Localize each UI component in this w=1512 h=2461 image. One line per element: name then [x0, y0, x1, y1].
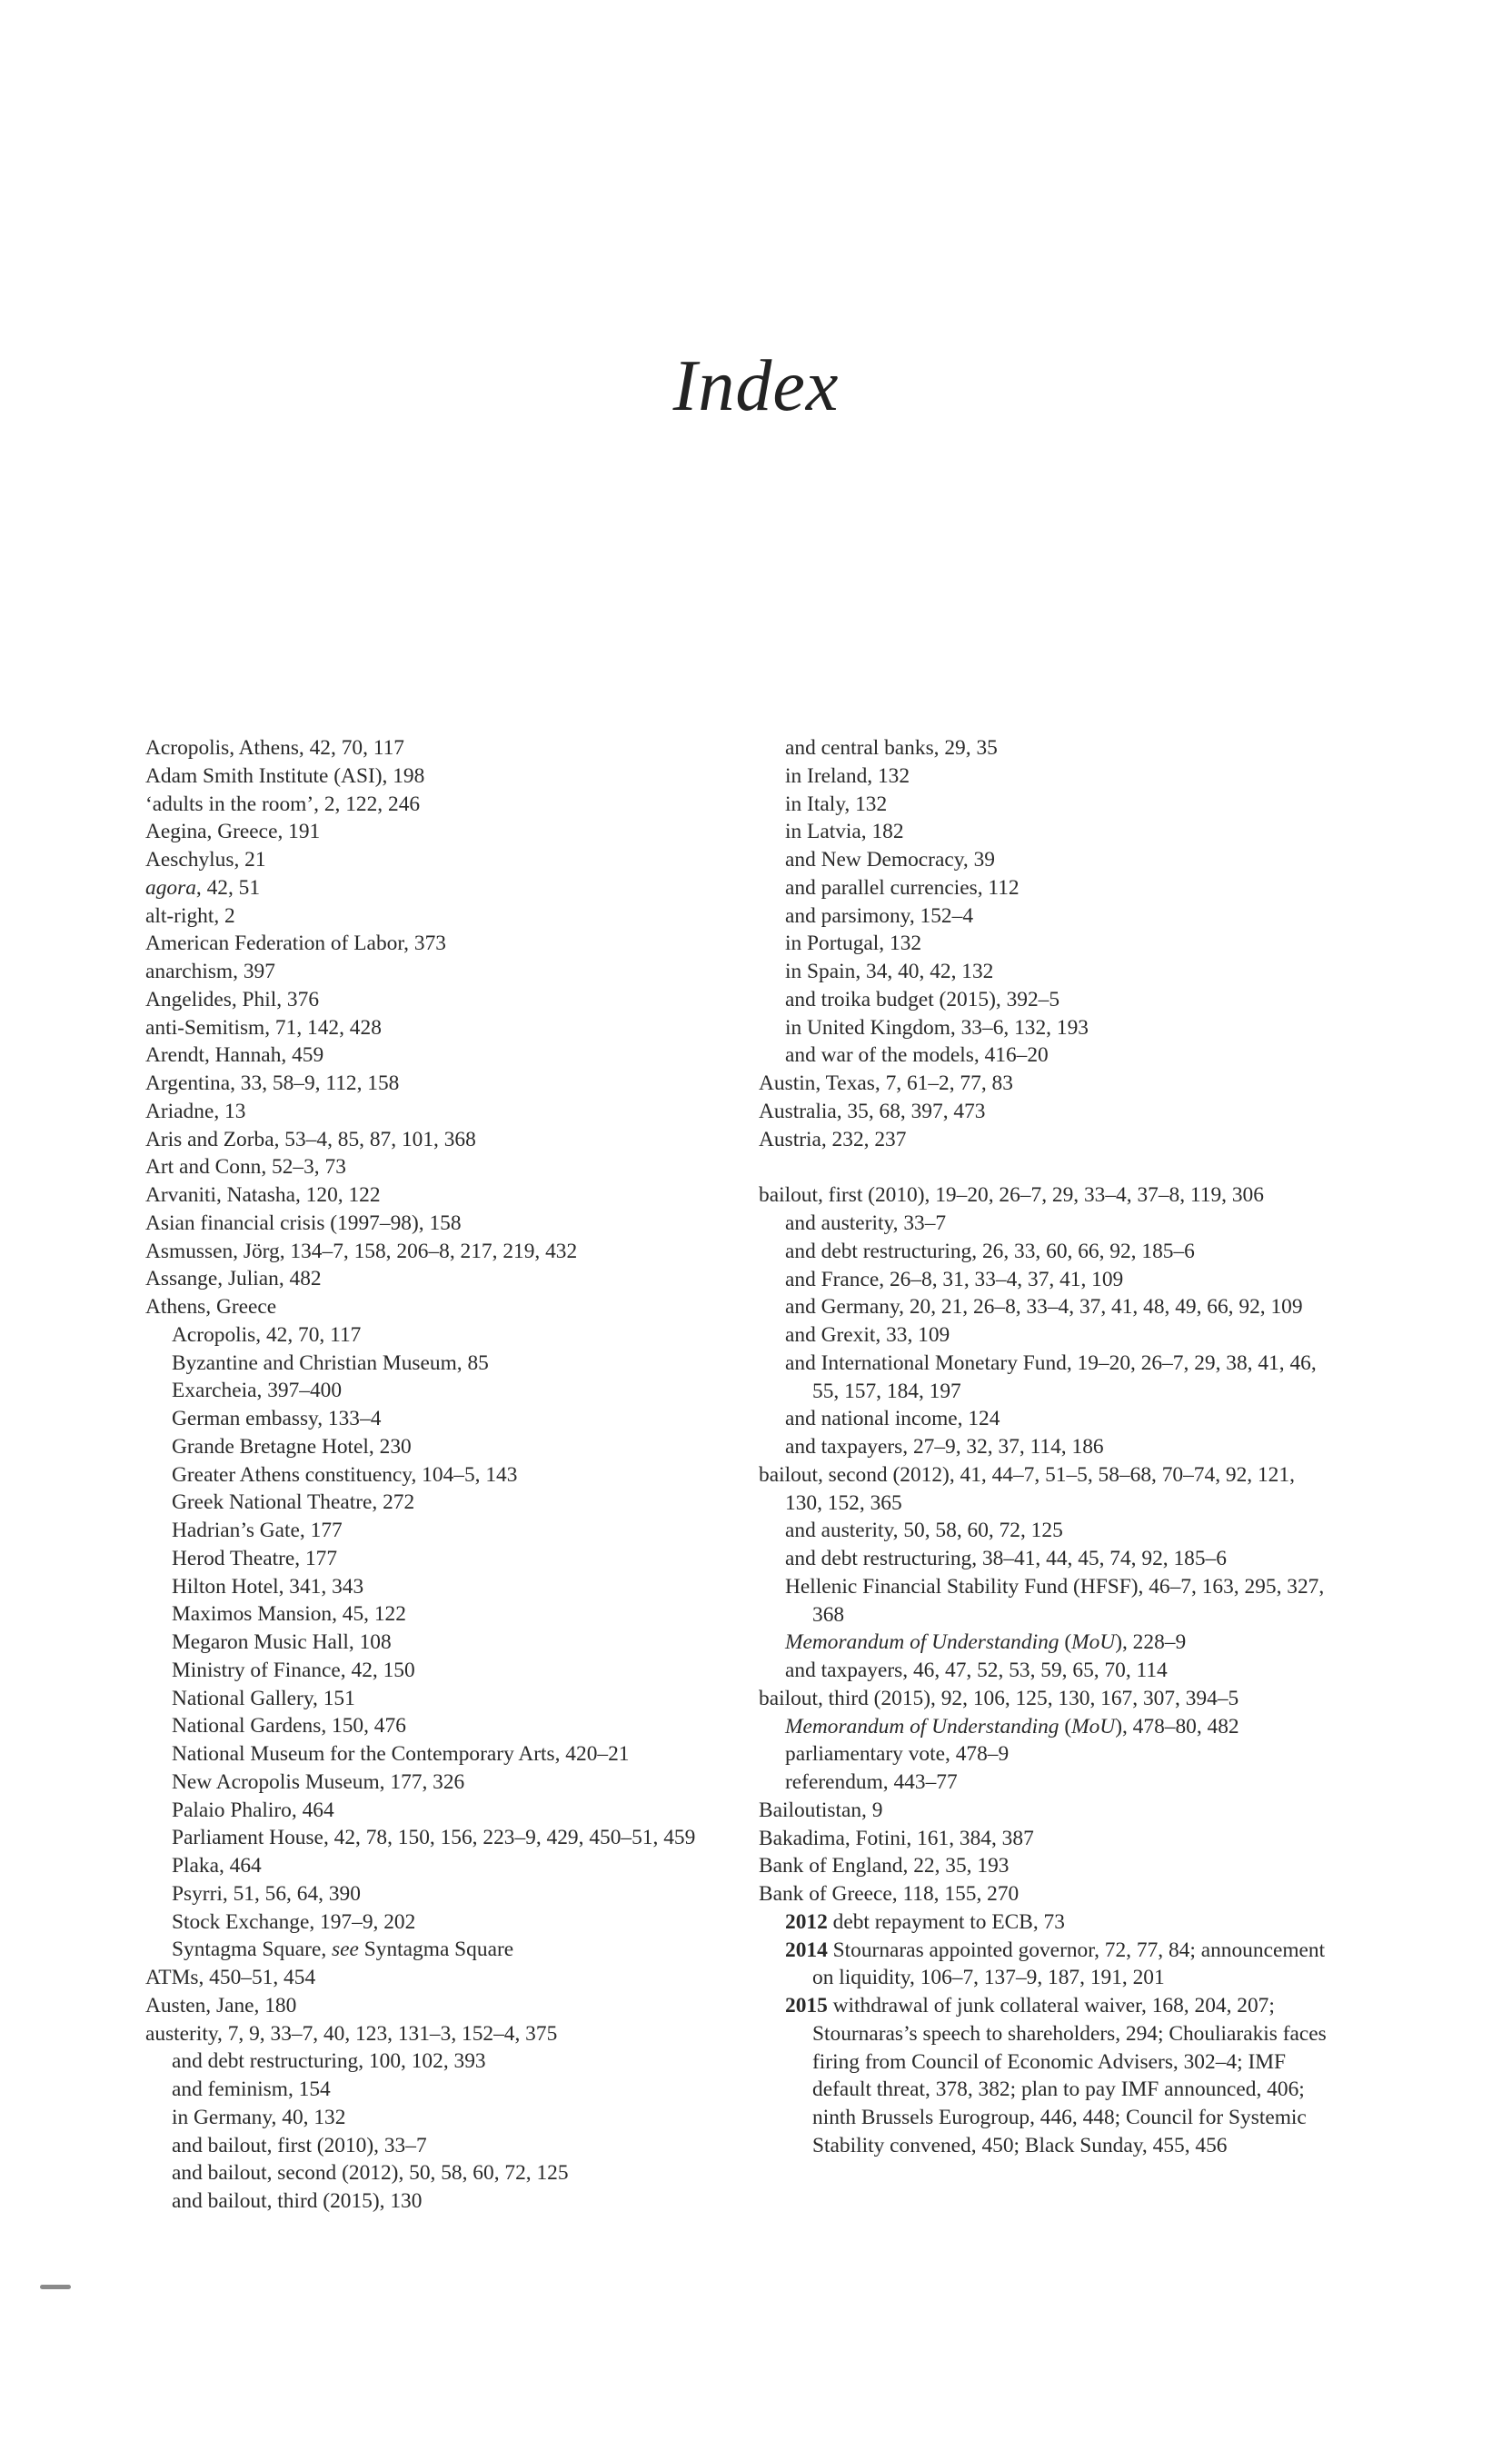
entry-text: bailout, first (2010), 19–20, 26–7, 29, 33–4, 37–8, 119, 306	[759, 1183, 1264, 1208]
index-entry	[759, 1825, 1336, 1853]
entry-text: and taxpayers, 46, 47, 52, 53, 59, 65, 70, 114	[785, 1659, 1168, 1682]
index-subentry	[759, 1657, 1336, 1685]
entry-text: Austin, Texas, 7, 61–2, 77, 83	[759, 1071, 1013, 1095]
entry-text: ATMs, 450–51, 454	[145, 1966, 316, 1989]
entry-text: and International Monetary Fund, 19–20, 26–7, 29, 38, 41, 46, 55, 157, 184, 197	[785, 1350, 1317, 1403]
entry-text: Megaron Music Hall, 108	[172, 1630, 392, 1654]
entry-text: bailout, third (2015), 92, 106, 125, 130, 167, 307, 394–5	[759, 1686, 1239, 1710]
index-subentry	[759, 874, 1336, 902]
italic-term: Memorandum of Understanding	[785, 1630, 1059, 1655]
index-subentry	[759, 986, 1336, 1014]
entry-text: Acropolis, 42, 70, 117	[172, 1322, 362, 1347]
entry-text: Ministry of Finance, 42, 150	[172, 1658, 415, 1682]
index-entry	[145, 1014, 727, 1042]
index-subentry	[145, 1321, 727, 1350]
index-subentry	[145, 1489, 727, 1517]
entry-text: Athens, Greece	[145, 1295, 277, 1319]
entry-text: Argentina, 33, 58–9, 112, 158	[145, 1071, 400, 1095]
index-subentry	[759, 762, 1336, 791]
entry-text: Grande Bretagne Hotel, 230	[172, 1434, 412, 1459]
entry-text: Adam Smith Institute (ASI), 198	[145, 763, 425, 788]
entry-text: Herod Theatre, 177	[172, 1546, 338, 1570]
entry-text: ‘adults in the room’, 2, 122, 246	[145, 792, 421, 816]
index-entry	[145, 874, 727, 902]
entry-text: Aeschylus, 21	[145, 848, 266, 872]
index-subentry	[145, 1824, 727, 1852]
index-subentry	[759, 1210, 1336, 1238]
index-subentry	[145, 1350, 727, 1378]
index-subentry	[145, 1712, 727, 1740]
entry-text: German embassy, 133–4	[172, 1407, 382, 1430]
entry-text: Byzantine and Christian Museum, 85	[172, 1350, 489, 1375]
entry-text: referendum, 443–77	[785, 1770, 958, 1794]
index-subentry	[759, 1517, 1336, 1545]
entry-text: and austerity, 33–7	[785, 1211, 947, 1235]
index-subentry	[759, 958, 1336, 986]
entry-text: in Latvia, 182	[785, 820, 904, 844]
entry-text: , 42, 51	[195, 875, 261, 900]
entry-text: Greater Athens constituency, 104–5, 143	[172, 1462, 518, 1487]
index-entry	[145, 1265, 727, 1293]
entry-text: Greek National Theatre, 272	[172, 1490, 415, 1515]
index-entry	[759, 1181, 1336, 1210]
italic-term: Memorandum of Understanding	[785, 1714, 1059, 1739]
index-subentry	[145, 2187, 727, 2216]
index-column-left	[145, 734, 727, 2216]
entry-text: Parliament House, 42, 78, 150, 156, 223–9, 429, 450–51, 459	[172, 1826, 696, 1850]
index-subentry	[145, 2132, 727, 2160]
index-subentry	[759, 1433, 1336, 1461]
entry-text: ), 228–9	[1115, 1630, 1187, 1655]
entry-text: Asian financial crisis (1997–98), 158	[145, 1211, 462, 1235]
index-subentry	[145, 1936, 727, 1964]
entry-text: Asmussen, Jörg, 134–7, 158, 206–8, 217, 219, 432	[145, 1239, 578, 1263]
entry-text: Syntagma Square	[358, 1938, 514, 1962]
entry-text: Syntagma Square,	[172, 1938, 333, 1962]
index-subentry	[145, 2076, 727, 2104]
entry-text: and debt restructuring, 100, 102, 393	[172, 2049, 486, 2074]
index-entry	[759, 1126, 1336, 1154]
index-subentry	[759, 1405, 1336, 1433]
index-subentry	[145, 1405, 727, 1433]
entry-text: Acropolis, Athens, 42, 70, 117	[145, 736, 405, 760]
entry-text: and bailout, first (2010), 33–7	[172, 2133, 427, 2157]
index-subentry	[145, 1600, 727, 1629]
entry-text: anarchism, 397	[145, 960, 275, 983]
entry-text: bailout, second (2012), 41, 44–7, 51–5, 58–68, 70–74, 92, 121, 130, 152, 365	[759, 1462, 1295, 1515]
entry-text: Hilton Hotel, 341, 343	[172, 1574, 364, 1599]
entry-text: Arvaniti, Natasha, 120, 122	[145, 1183, 381, 1207]
index-entry	[145, 762, 727, 791]
index-subentry	[145, 1852, 727, 1880]
index-entry	[145, 818, 727, 846]
index-entry	[145, 734, 727, 762]
index-entry	[759, 1461, 1336, 1518]
entry-gap	[759, 1153, 1336, 1181]
index-subentry	[759, 846, 1336, 874]
entry-text: and Grexit, 33, 109	[785, 1323, 950, 1347]
entry-text: Psyrri, 51, 56, 64, 390	[172, 1881, 361, 1906]
index-subentry	[145, 1740, 727, 1769]
entry-text: and parallel currencies, 112	[785, 875, 1020, 900]
entry-text: and austerity, 50, 58, 60, 72, 125	[785, 1519, 1063, 1543]
index-subentry	[145, 1377, 727, 1405]
entry-text: and bailout, second (2012), 50, 58, 60, 72, 125	[172, 2161, 569, 2186]
entry-text: Bank of Greece, 118, 155, 270	[759, 1882, 1020, 1906]
index-subentry	[759, 930, 1336, 958]
year-label: 2015	[785, 1994, 828, 2018]
index-entry	[145, 1238, 727, 1266]
entry-text: Bailoutistan, 9	[759, 1798, 883, 1822]
index-subentry	[759, 1937, 1336, 1993]
index-entry	[145, 846, 727, 874]
entry-text: Ariadne, 13	[145, 1099, 246, 1123]
index-subentry	[759, 1545, 1336, 1573]
index-subentry	[759, 734, 1336, 762]
entry-text: and bailout, third (2015), 130	[172, 2189, 423, 2213]
index-subentry	[145, 1433, 727, 1461]
entry-text: National Gallery, 151	[172, 1686, 355, 1710]
entry-text: Australia, 35, 68, 397, 473	[759, 1099, 986, 1123]
entry-text: and Germany, 20, 21, 26–8, 33–4, 37, 41, 48, 49, 66, 92, 109	[785, 1295, 1303, 1320]
index-entry	[145, 930, 727, 958]
index-subentry	[759, 1573, 1336, 1629]
index-entry	[759, 1880, 1336, 1908]
entry-text: New Acropolis Museum, 177, 326	[172, 1769, 465, 1794]
italic-term: agora	[145, 875, 196, 900]
italic-term: MoU	[1071, 1630, 1116, 1655]
entry-text: parliamentary vote, 478–9	[785, 1742, 1010, 1767]
entry-text: and France, 26–8, 31, 33–4, 37, 41, 109	[785, 1267, 1124, 1291]
entry-text: Plaka, 464	[172, 1854, 262, 1878]
page-title: Index	[672, 346, 840, 426]
index-entry	[759, 1070, 1336, 1098]
entry-text: Stournaras appointed governor, 72, 77, 84; announcement on liquidity, 106–7, 137–9, 187, 191, 201	[812, 1938, 1326, 1990]
entry-text: Art and Conn, 52–3, 73	[145, 1155, 346, 1180]
entry-text: and debt restructuring, 26, 33, 60, 66, 92, 185–6	[785, 1239, 1195, 1263]
scan-mark	[40, 2285, 71, 2289]
entry-text: Bank of England, 22, 35, 193	[759, 1854, 1010, 1878]
index-subentry	[145, 2159, 727, 2187]
entry-text: Bakadima, Fotini, 161, 384, 387	[759, 1826, 1034, 1850]
entry-text: National Museum for the Contemporary Arts, 420–21	[172, 1742, 630, 1766]
index-subentry	[145, 1797, 727, 1825]
index-subentry	[759, 818, 1336, 846]
entry-text: in Germany, 40, 132	[172, 2105, 346, 2129]
index-subentry	[145, 1685, 727, 1713]
entry-text: alt-right, 2	[145, 903, 235, 928]
index-entry	[759, 1098, 1336, 1126]
index-subentry	[145, 1517, 727, 1545]
index-entry	[145, 1964, 727, 1992]
index-subentry	[759, 1014, 1336, 1042]
entry-text: Exarcheia, 397–400	[172, 1379, 343, 1403]
index-subentry	[145, 1908, 727, 1937]
entry-text: Austen, Jane, 180	[145, 1993, 297, 2018]
entry-text: and national income, 124	[785, 1407, 1000, 1431]
entry-text: Angelides, Phil, 376	[145, 987, 320, 1011]
entry-text: in Italy, 132	[785, 792, 888, 816]
italic-term: see	[332, 1938, 359, 1962]
entry-text: withdrawal of junk collateral waiver, 168, 204, 207; Stournaras’s speech to shareholders, 294; Chouliarakis faces firing from Council of Economic Advisers, 302–4; IMF default threat, 378, 382; plan to pay IMF announced, 406; ninth Brussels Eurogroup, 446, 448; Council for Systemic Stability convened, 450; Black Sunday, 455, 456	[812, 1994, 1327, 2157]
year-label: 2014	[785, 1938, 828, 1962]
index-subentry	[145, 1657, 727, 1685]
index-entry	[145, 1041, 727, 1070]
index-entry	[145, 986, 727, 1014]
index-subentry	[759, 1769, 1336, 1797]
entry-text: and parsimony, 152–4	[785, 903, 974, 928]
index-subentry	[759, 1321, 1336, 1350]
entry-text: and debt restructuring, 38–41, 44, 45, 74, 92, 185–6	[785, 1547, 1227, 1570]
entry-text: Stock Exchange, 197–9, 202	[172, 1909, 416, 1934]
entry-text: and New Democracy, 39	[785, 848, 995, 872]
index-subentry	[759, 1740, 1336, 1769]
index-entry	[145, 1153, 727, 1181]
index-subentry	[759, 1350, 1336, 1406]
entry-text: Hadrian’s Gate, 177	[172, 1519, 343, 1542]
index-subentry	[759, 1293, 1336, 1321]
entry-text: Austria, 232, 237	[759, 1127, 907, 1151]
index-subentry	[759, 1992, 1336, 2160]
index-subentry	[759, 1713, 1336, 1741]
index-subentry	[145, 2048, 727, 2076]
entry-text: (	[1059, 1630, 1072, 1655]
italic-term: MoU	[1071, 1714, 1116, 1739]
index-entry	[145, 2020, 727, 2048]
entry-text: Maximos Mansion, 45, 122	[172, 1602, 406, 1627]
index-subentry	[145, 1629, 727, 1657]
year-label: 2012	[785, 1909, 828, 1934]
index-subentry	[759, 791, 1336, 819]
entry-text: debt repayment to ECB, 73	[827, 1909, 1065, 1934]
index-entry	[145, 791, 727, 819]
entry-text: Arendt, Hannah, 459	[145, 1043, 324, 1068]
index-entry	[145, 1293, 727, 1321]
entry-text: Aris and Zorba, 53–4, 85, 87, 101, 368	[145, 1127, 476, 1151]
index-entry	[145, 1070, 727, 1098]
index-entry	[145, 1126, 727, 1154]
index-subentry	[759, 1266, 1336, 1294]
index-entry	[145, 1992, 727, 2020]
entry-text: and troika budget (2015), 392–5	[785, 987, 1060, 1011]
entry-text: Assange, Julian, 482	[145, 1267, 322, 1291]
index-column-right	[759, 734, 1336, 2160]
index-entry	[759, 1685, 1336, 1713]
index-subentry	[759, 1629, 1336, 1657]
entry-text: austerity, 7, 9, 33–7, 40, 123, 131–3, 152–4, 375	[145, 2021, 558, 2046]
index-entry	[145, 1210, 727, 1238]
index-subentry	[145, 2104, 727, 2132]
index-subentry	[759, 902, 1336, 931]
index-subentry	[145, 1769, 727, 1797]
index-subentry	[759, 1908, 1336, 1937]
entry-text: and taxpayers, 27–9, 32, 37, 114, 186	[785, 1435, 1104, 1459]
index-entry	[145, 958, 727, 986]
index-entry	[145, 1181, 727, 1210]
index-subentry	[759, 1041, 1336, 1070]
index-subentry	[145, 1880, 727, 1908]
entry-text: anti-Semitism, 71, 142, 428	[145, 1015, 382, 1040]
entry-text: Aegina, Greece, 191	[145, 820, 321, 844]
entry-text: and central banks, 29, 35	[785, 736, 998, 760]
index-entry	[759, 1852, 1336, 1880]
entry-text: in Portugal, 132	[785, 932, 922, 956]
entry-text: ), 478–80, 482	[1115, 1714, 1239, 1739]
entry-text: in United Kingdom, 33–6, 132, 193	[785, 1015, 1089, 1040]
index-subentry	[145, 1461, 727, 1490]
entry-text: Palaio Phaliro, 464	[172, 1798, 334, 1822]
entry-text: American Federation of Labor, 373	[145, 932, 446, 956]
entry-text: National Gardens, 150, 476	[172, 1714, 406, 1739]
entry-text: in Ireland, 132	[785, 763, 910, 788]
entry-text: and war of the models, 416–20	[785, 1043, 1049, 1068]
entry-text: and feminism, 154	[172, 2077, 331, 2101]
index-subentry	[759, 1238, 1336, 1266]
index-subentry	[145, 1573, 727, 1601]
index-subentry	[145, 1545, 727, 1573]
index-entry	[759, 1797, 1336, 1825]
index-entry	[145, 902, 727, 931]
entry-text: (	[1059, 1714, 1072, 1739]
entry-text: Hellenic Financial Stability Fund (HFSF), 46–7, 163, 295, 327, 368	[785, 1574, 1325, 1627]
entry-text: in Spain, 34, 40, 42, 132	[785, 960, 994, 983]
index-entry	[145, 1098, 727, 1126]
